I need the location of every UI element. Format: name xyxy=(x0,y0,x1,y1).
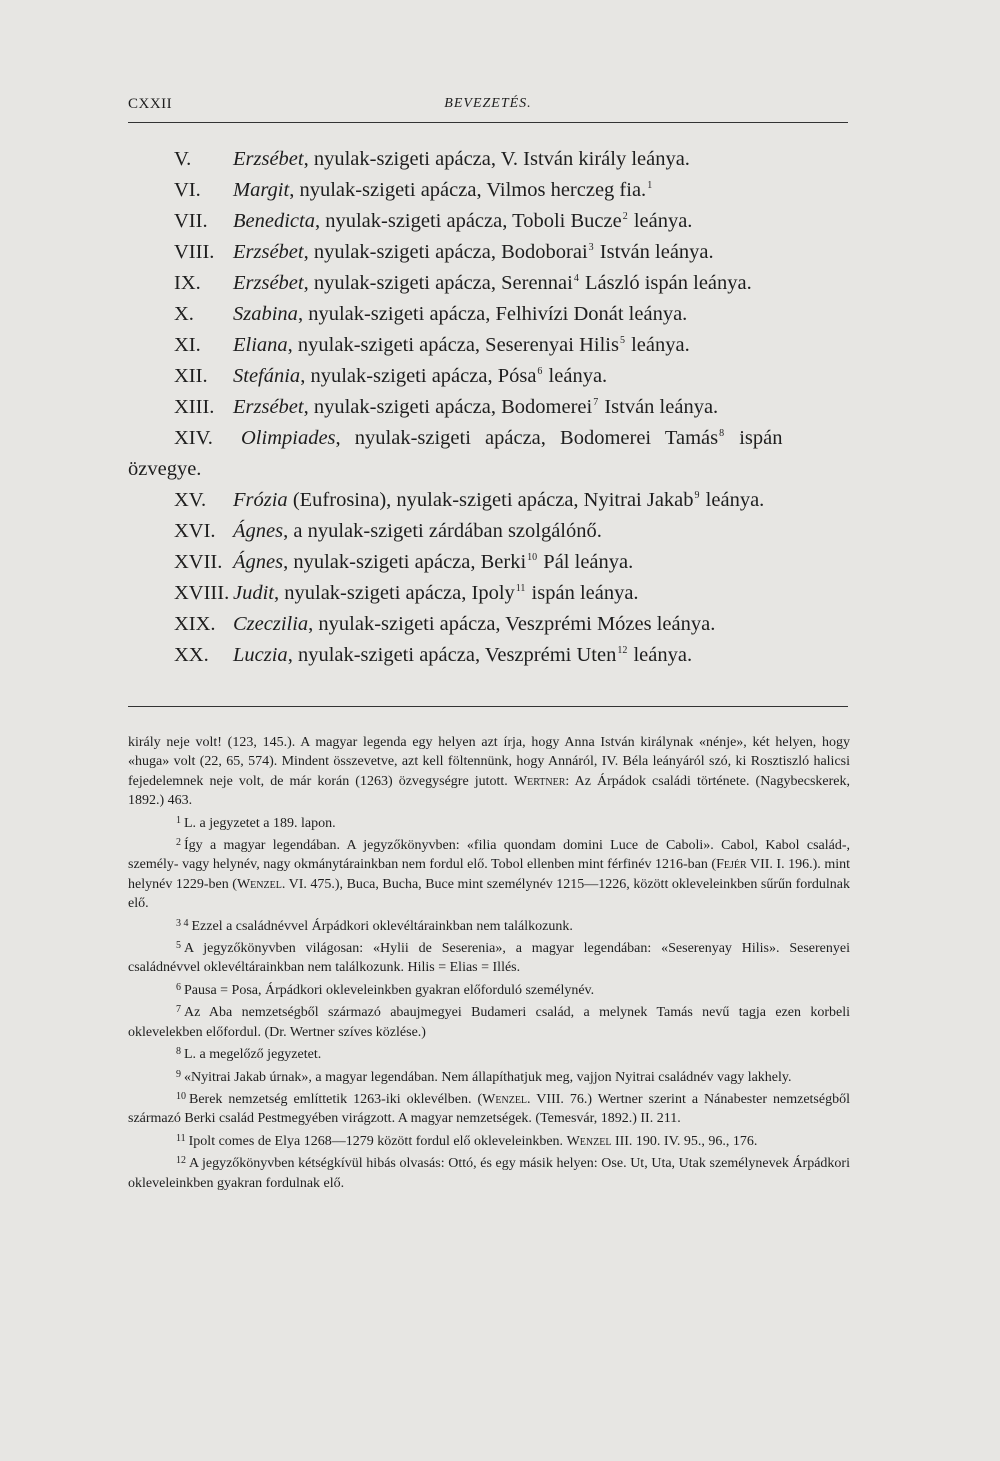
footnote-1 xyxy=(128,811,850,833)
entry-text: , nyulak-szigeti apácza, Bodomerei Tamás xyxy=(335,427,719,449)
footnote-9 xyxy=(128,1065,850,1087)
footnote-rule xyxy=(128,706,848,707)
header-rule xyxy=(128,122,848,123)
footnote-text: VII. I. 196.). mint helynév 1229-ben ( xyxy=(128,857,850,892)
footnote-8 xyxy=(128,1042,850,1064)
entry-name: Stefánia xyxy=(233,365,301,387)
list-item xyxy=(128,485,850,516)
entry-text: , a nyulak-szigeti zárdában szolgálónő. xyxy=(283,520,602,542)
footnote-marker: 11 xyxy=(515,583,526,594)
entry-text-after: leánya. xyxy=(625,334,690,356)
author-name: Fejér xyxy=(716,857,747,873)
entry-name: Frózia xyxy=(233,489,288,511)
entry-text: , nyulak-szigeti apácza, Bodoborai xyxy=(303,241,588,263)
list-item xyxy=(128,640,850,671)
entry-number: XVII. xyxy=(174,551,223,573)
footnote-marker: 12 xyxy=(617,645,628,656)
running-title: BEVEZETÉS. xyxy=(444,96,532,111)
entry-name: Olimpiades xyxy=(241,427,336,449)
entry-text-after: István leánya. xyxy=(594,241,714,263)
footnote-text: Ipolt comes de Elya 1268—1279 között fordul elő okleveleinkben. xyxy=(188,1133,564,1149)
entry-text: , nyulak-szigeti apácza, Veszprémi Uten xyxy=(287,644,617,666)
entry-text: , nyulak-szigeti apácza, Ipoly xyxy=(274,582,515,604)
entry-number: XIX. xyxy=(174,613,216,635)
entry-number: XI. xyxy=(174,334,201,356)
list-item xyxy=(128,175,850,206)
entry-text: , nyulak-szigeti apácza, Toboli Bucze xyxy=(314,210,622,232)
entry-name: Erzsébet xyxy=(233,241,304,263)
footnote-marker: 1 xyxy=(647,180,653,191)
footnote-number: 3 4 xyxy=(176,917,189,929)
entry-number: XVI. xyxy=(174,520,216,542)
entry-text-after: László ispán leánya. xyxy=(579,272,752,294)
entry-list xyxy=(128,144,850,671)
footnote-number: 9 xyxy=(176,1068,181,1080)
footnote-text: L. a megelőző jegyzetet. xyxy=(184,1047,322,1063)
footnote-text: Így a magyar legendában. A jegyzőkönyvben: «filia quondam domini Luce de Caboli». Cabol, Kabol család-, személy- vagy helynév, nagy okmánytárainkban nem fordul elő. Tobol ellenben mint férfinév 1216-ban ( xyxy=(128,838,850,873)
entry-name: Eliana xyxy=(233,334,288,356)
footnotes xyxy=(128,733,850,1193)
entry-number: VII. xyxy=(174,210,208,232)
footnote-text: Pausa = Posa, Árpádkori okleveleinkben gyakran előforduló személynév. xyxy=(184,982,595,998)
footnote-6 xyxy=(128,978,850,1000)
footnote-text: III. 190. IV. 95., 96., 176. xyxy=(611,1133,758,1149)
footnote-text: Berek nemzetség említtetik 1263-iki oklevélben. ( xyxy=(189,1091,483,1107)
list-item xyxy=(128,516,850,547)
entry-number: XIV. xyxy=(174,427,213,449)
footnote-text: L. a jegyzetet a 189. lapon. xyxy=(184,815,336,831)
entry-text: , nyulak-szigeti apácza, V. István király leánya. xyxy=(303,148,690,170)
entry-name: Ágnes xyxy=(233,520,284,542)
footnote-7 xyxy=(128,1000,850,1042)
entry-name: Luczia xyxy=(233,644,288,666)
entry-number: VI. xyxy=(174,179,201,201)
entry-text-after: leánya. xyxy=(628,210,693,232)
list-item xyxy=(128,237,850,268)
entry-text-after: István leánya. xyxy=(599,396,719,418)
footnote-marker: 10 xyxy=(527,552,538,563)
list-item xyxy=(128,206,850,237)
list-item xyxy=(128,547,850,578)
entry-text-after: leánya. xyxy=(543,365,608,387)
list-item xyxy=(128,299,850,330)
entry-name: Benedicta xyxy=(233,210,315,232)
entry-text: , nyulak-szigeti apácza, Seserenyai Hilis xyxy=(287,334,619,356)
footnote-carryover xyxy=(128,733,850,811)
footnote-text: . VIII. 76.) Wertner szerint a Nánabester nemzetségből származó Berki család Pestmegyében virágzott. A magyar nemzetségek. (Temesvár, 1892.) II. 211. xyxy=(128,1091,850,1127)
footnote-text: Ezzel a családnévvel Árpádkori oklevéltárainkban nem találkozunk. xyxy=(191,918,573,934)
footnote-number: 1 xyxy=(176,814,181,826)
author-name: Wenzel xyxy=(482,1091,528,1107)
entry-name: Ágnes xyxy=(233,551,284,573)
footnote-text: király neje volt! (123, 145.). A magyar legenda egy helyen azt írja, hogy Anna István királynak «nénje», két helyen, hogy «huga» volt (22, 65, 574). Mindent összevetve, azt kell föltennünk, hogy Annáról, IV. Béla leányáról szó, ki Rosztiszló halicsi fejedelemnek neje volt, de már korán (1263) özvegységre jutott. xyxy=(128,735,850,789)
entry-text: , nyulak-szigeti apácza, Berki xyxy=(283,551,527,573)
footnote-11 xyxy=(128,1129,850,1151)
entry-name: Szabina xyxy=(233,303,298,325)
footnote-number: 12 xyxy=(176,1155,186,1167)
page-number: CXXII xyxy=(128,96,173,112)
footnote-marker: 4 xyxy=(573,273,579,284)
footnote-marker: 2 xyxy=(622,211,628,222)
footnote-text: «Nyitrai Jakab úrnak», a magyar legendában. Nem állapíthatjuk meg, vajjon Nyitrai családnév vagy lakhely. xyxy=(184,1069,792,1085)
entry-number: XVIII. xyxy=(174,582,230,604)
footnote-number: 10 xyxy=(176,1090,186,1102)
list-item xyxy=(128,578,850,609)
author-name: Wenzel xyxy=(236,876,282,892)
entry-number: XX. xyxy=(174,644,209,666)
entry-text-after: leánya. xyxy=(700,489,765,511)
entry-text-after: leánya. xyxy=(628,644,693,666)
entry-text: , nyulak-szigeti apácza, Serennai xyxy=(303,272,573,294)
list-item xyxy=(128,144,850,175)
footnote-text: : Az Árpádok családi története. (Nagybecskerek, 1892.) 463. xyxy=(128,773,850,809)
entry-number: X. xyxy=(174,303,194,325)
entry-continuation: özvegye. xyxy=(128,458,202,480)
entry-text: , nyulak-szigeti apácza, Vilmos herczeg fia. xyxy=(289,179,647,201)
footnote-3-4 xyxy=(128,914,850,936)
footnote-10 xyxy=(128,1087,850,1129)
footnote-12 xyxy=(128,1151,850,1193)
entry-text: , nyulak-szigeti apácza, Felhivízi Donát leánya. xyxy=(297,303,688,325)
running-head xyxy=(128,96,848,120)
entry-number: IX. xyxy=(174,272,201,294)
entry-number: XV. xyxy=(174,489,207,511)
author-name: Wenzel xyxy=(566,1133,612,1149)
footnote-number: 7 xyxy=(176,1004,181,1016)
footnote-text: A jegyzőkönyvben kétségkívül hibás olvasás: Ottó, és egy másik helyen: Ose. Ut, Uta, Utak személynevek Árpádkori okleveleinkben gyakran fordulnak elő. xyxy=(128,1156,850,1191)
footnote-text: A jegyzőkönyvben világosan: «Hylii de Seserenia», a magyar legendában: «Seserenyay Hilis». Seserenyei családnévvel oklevéltárainkban nem találkozunk. Hilis = Elias = Illés. xyxy=(128,941,850,976)
footnote-marker: 6 xyxy=(537,366,543,377)
footnote-number: 8 xyxy=(176,1046,181,1058)
entry-text-after: ispán xyxy=(725,427,783,449)
list-item xyxy=(128,392,850,423)
entry-name: Erzsébet xyxy=(233,148,304,170)
list-item xyxy=(128,361,850,392)
footnote-number: 5 xyxy=(176,940,181,952)
footnote-marker: 5 xyxy=(619,335,625,346)
entry-text-after: Pál leánya. xyxy=(538,551,634,573)
footnote-2 xyxy=(128,833,850,914)
footnote-marker: 7 xyxy=(593,397,599,408)
entry-text-after: ispán leánya. xyxy=(526,582,639,604)
author-name: Wertner xyxy=(513,773,566,789)
footnote-marker: 3 xyxy=(588,242,594,253)
entry-text: , nyulak-szigeti apácza, Veszprémi Mózes leánya. xyxy=(308,613,716,635)
footnote-number: 2 xyxy=(176,837,181,849)
entry-number: V. xyxy=(174,148,192,170)
list-item xyxy=(128,423,850,485)
list-item xyxy=(128,330,850,361)
footnote-marker: 8 xyxy=(719,428,725,439)
entry-text: , nyulak-szigeti apácza, Bodomerei xyxy=(303,396,593,418)
footnote-text: . VI. 475.), Buca, Bucha, Buce mint személynév 1215—1226, között okleveleinkben sűrűn fordulnak elő. xyxy=(128,876,851,912)
entry-name: Margit xyxy=(233,179,290,201)
entry-name: Judit xyxy=(233,582,274,604)
entry-number: XII. xyxy=(174,365,208,387)
entry-number: VIII. xyxy=(174,241,215,263)
entry-text: , nyulak-szigeti apácza, Pósa xyxy=(300,365,537,387)
footnote-marker: 9 xyxy=(694,490,700,501)
entry-name: Erzsébet xyxy=(233,272,304,294)
footnote-number: 11 xyxy=(176,1132,186,1144)
entry-text: (Eufrosina), nyulak-szigeti apácza, Nyitrai Jakab xyxy=(287,489,694,511)
entry-name: Czeczilia xyxy=(233,613,309,635)
entry-name: Erzsébet xyxy=(233,396,304,418)
list-item xyxy=(128,268,850,299)
list-item xyxy=(128,609,850,640)
footnote-text: Az Aba nemzetségből származó abaujmegyei Budameri család, a melynek Tamás nevű tagja ezen korbeli oklevelekben előfordul. (Dr. Wertner szíves közlése.) xyxy=(128,1005,850,1040)
footnote-5 xyxy=(128,936,850,978)
entry-number: XIII. xyxy=(174,396,215,418)
footnote-number: 6 xyxy=(176,981,181,993)
